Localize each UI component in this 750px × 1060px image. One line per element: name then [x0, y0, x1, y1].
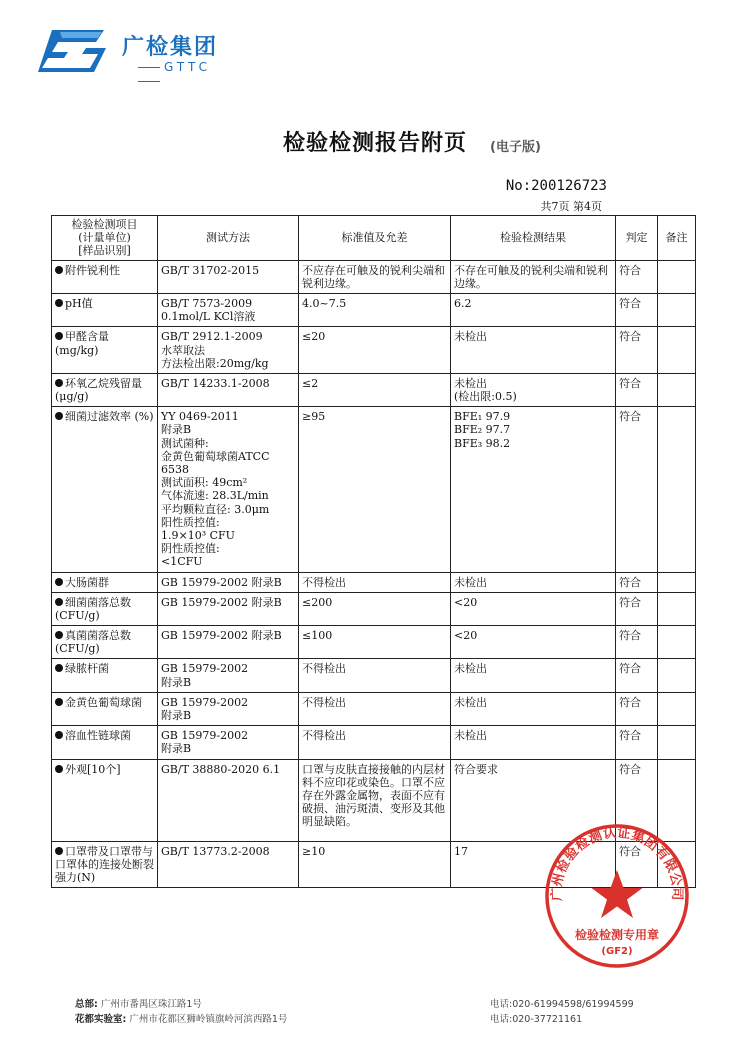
cell-text: 符合	[619, 595, 641, 609]
cell-result	[451, 626, 616, 659]
cell-text: GB 15979-2002 附录B	[161, 662, 249, 689]
cell-verdict	[616, 659, 658, 692]
cell-text: 符合	[619, 410, 641, 424]
column-header-result: 检验检测结果	[451, 216, 616, 261]
cell-text: 金黄色葡萄球菌	[65, 695, 142, 709]
cell-text: 不应存在可触及的锐利尖端和锐利边缘。	[302, 263, 445, 290]
gttc-logo-icon	[38, 28, 108, 74]
cell-text: 符合	[619, 762, 641, 776]
cell-verdict	[616, 572, 658, 592]
cell-text: GB/T 2912.1-2009 水萃取法 方法检出限:20mg/kg	[161, 330, 269, 370]
table-row	[52, 659, 696, 692]
cell-note	[658, 260, 696, 293]
bullet-icon	[55, 847, 63, 855]
cell-verdict	[616, 327, 658, 374]
bullet-icon	[55, 731, 63, 739]
logo-english-name: GTTC	[134, 60, 238, 88]
cell-method	[158, 592, 299, 625]
cell-method	[158, 407, 299, 572]
cell-text: 不得检出	[302, 575, 346, 589]
cell-text: GB 15979-2002 附录B	[161, 575, 282, 589]
cell-text: 大肠菌群	[65, 575, 109, 589]
cell-result	[451, 373, 616, 406]
table-row	[52, 327, 696, 374]
cell-standard	[299, 841, 451, 888]
cell-text: 不得检出	[302, 695, 346, 709]
bullet-icon	[55, 765, 63, 773]
cell-text: 未检出	[454, 575, 487, 589]
cell-text: 符合	[619, 376, 641, 390]
cell-note	[658, 572, 696, 592]
cell-text: GB/T 31702-2015	[161, 263, 260, 277]
cell-standard	[299, 626, 451, 659]
footer-lab-label: 花都实验室:	[75, 1014, 127, 1025]
cell-item	[52, 327, 158, 374]
table-row	[52, 373, 696, 406]
cell-result	[451, 260, 616, 293]
cell-note	[658, 373, 696, 406]
cell-result	[451, 572, 616, 592]
table-row	[52, 260, 696, 293]
table-row	[52, 407, 696, 572]
cell-text: 不存在可触及的锐利尖端和锐利边缘。	[454, 263, 608, 290]
cell-method	[158, 327, 299, 374]
cell-text: 未检出	[454, 330, 487, 344]
cell-verdict	[616, 626, 658, 659]
cell-method	[158, 659, 299, 692]
cell-text: 符合	[619, 662, 641, 676]
cell-result	[451, 293, 616, 326]
cell-text: GB 15979-2002 附录B	[161, 729, 249, 756]
cell-text: 17	[454, 844, 468, 858]
cell-standard	[299, 759, 451, 841]
page-title: 检验检测报告附页	[282, 131, 467, 156]
star-icon	[592, 870, 643, 918]
column-header-verdict: 判定	[616, 216, 658, 261]
cell-method	[158, 692, 299, 725]
results-table	[51, 215, 696, 888]
bullet-icon	[55, 664, 63, 672]
cell-text: GB/T 13773.2-2008	[161, 844, 270, 858]
cell-method	[158, 293, 299, 326]
cell-item	[52, 659, 158, 692]
cell-result	[451, 692, 616, 725]
cell-item	[52, 260, 158, 293]
cell-text: <20	[454, 595, 478, 609]
cell-text: 未检出	[454, 662, 487, 676]
cell-standard	[299, 726, 451, 759]
footer-lab-address: 广州市花都区狮岭镇旗岭河滨西路1号	[129, 1014, 288, 1025]
cell-standard	[299, 293, 451, 326]
cell-result	[451, 327, 616, 374]
footer-hq-label: 总部:	[75, 999, 98, 1010]
cell-note	[658, 293, 696, 326]
cell-text: 符合要求	[454, 762, 498, 776]
cell-text: 符合	[619, 695, 641, 709]
cell-verdict	[616, 407, 658, 572]
cell-text: 符合	[619, 575, 641, 589]
cell-standard	[299, 572, 451, 592]
cell-text: ≥10	[302, 844, 326, 858]
cell-text: 4.0~7.5	[302, 296, 347, 310]
official-seal	[543, 822, 691, 970]
cell-item	[52, 407, 158, 572]
bullet-icon	[55, 598, 63, 606]
cell-text: 绿脓杆菌	[65, 662, 109, 676]
cell-method	[158, 373, 299, 406]
bullet-icon	[55, 412, 63, 420]
cell-text: 不得检出	[302, 662, 346, 676]
cell-standard	[299, 260, 451, 293]
cell-method	[158, 726, 299, 759]
cell-text: GB 15979-2002 附录B	[161, 695, 249, 722]
cell-verdict	[616, 293, 658, 326]
cell-item	[52, 692, 158, 725]
cell-verdict	[616, 726, 658, 759]
cell-text: 符合	[619, 296, 641, 310]
cell-text: pH值	[65, 296, 93, 310]
cell-verdict	[616, 373, 658, 406]
table-row	[52, 293, 696, 326]
cell-text: 符合	[619, 729, 641, 743]
cell-text: ≤100	[302, 629, 333, 643]
cell-text: 不得检出	[302, 729, 346, 743]
cell-text: 外观[10个]	[65, 762, 121, 776]
footer-addresses	[75, 997, 287, 1027]
cell-note	[658, 592, 696, 625]
cell-standard	[299, 592, 451, 625]
cell-verdict	[616, 592, 658, 625]
cell-text: ≥95	[302, 410, 326, 424]
cell-text: 溶血性链球菌	[65, 729, 131, 743]
bullet-icon	[55, 379, 63, 387]
cell-item	[52, 759, 158, 841]
cell-text: 符合	[619, 844, 641, 858]
cell-standard	[299, 659, 451, 692]
table-row	[52, 572, 696, 592]
cell-text: 细菌过滤效率 (%)	[65, 410, 154, 424]
cell-text: YY 0469-2011 附录B 测试菌种: 金黄色葡萄球菌ATCC 6538 测试面积: 49cm² 气体流速: 28.3L/min 平均颗粒直径: 3.0μm 阳性质控值: 1.9×10³ CFU 阴性质控值: <1CFU	[161, 410, 270, 569]
cell-text: 未检出	[454, 695, 487, 709]
cell-note	[658, 726, 696, 759]
cell-method	[158, 759, 299, 841]
cell-text: BFE₁ 97.9 BFE₂ 97.7 BFE₃ 98.2	[454, 410, 511, 450]
bullet-icon	[55, 266, 63, 274]
cell-method	[158, 626, 299, 659]
cell-standard	[299, 692, 451, 725]
cell-text: 细菌菌落总数 (CFU/g)	[55, 595, 131, 622]
bullet-icon	[55, 578, 63, 586]
column-header-item: 检验检测项目 (计量单位) [样品识别]	[52, 216, 158, 261]
cell-result	[451, 726, 616, 759]
seal-ring-text: 广州检验检测认证集团有限公司	[549, 825, 685, 902]
cell-note	[658, 692, 696, 725]
cell-verdict	[616, 692, 658, 725]
bullet-icon	[55, 698, 63, 706]
cell-text: 符合	[619, 263, 641, 277]
cell-text: 附件锐利性	[65, 263, 120, 277]
table-header-row	[52, 216, 696, 261]
cell-method	[158, 572, 299, 592]
bullet-icon	[55, 631, 63, 639]
seal-code: (GF2)	[601, 946, 633, 957]
cell-item	[52, 373, 158, 406]
cell-item	[52, 293, 158, 326]
column-header-note: 备注	[658, 216, 696, 261]
cell-result	[451, 407, 616, 572]
footer-hq-address: 广州市番禺区珠江路1号	[100, 999, 202, 1010]
company-logo	[38, 22, 238, 82]
cell-text: ≤2	[302, 376, 319, 390]
cell-text: GB/T 14233.1-2008	[161, 376, 270, 390]
cell-standard	[299, 407, 451, 572]
report-number: No:200126723	[505, 178, 607, 194]
cell-text: 未检出 (检出限:0.5)	[454, 376, 517, 404]
cell-text: <20	[454, 629, 478, 643]
cell-standard	[299, 373, 451, 406]
cell-verdict	[616, 260, 658, 293]
cell-note	[658, 659, 696, 692]
page-info: 共7页 第4页	[540, 200, 602, 213]
cell-item	[52, 841, 158, 888]
table-row	[52, 726, 696, 759]
cell-text: 口罩与皮肤直接接触的内层材料不应印花或染色。口罩不应存在外露金属物，表面不应有破损、油污斑渍、变形及其他明显缺陷。	[302, 762, 445, 829]
bullet-icon	[55, 299, 63, 307]
cell-item	[52, 592, 158, 625]
column-header-method: 测试方法	[158, 216, 299, 261]
column-header-standard: 标准值及允差	[299, 216, 451, 261]
cell-text: 口罩带及口罩带与口罩体的连接处断裂强力(N)	[55, 844, 154, 884]
cell-note	[658, 626, 696, 659]
footer-hq-phone: 电话:020-61994598/61994599	[490, 999, 634, 1010]
table-row	[52, 626, 696, 659]
cell-text: GB 15979-2002 附录B	[161, 595, 282, 609]
cell-method	[158, 841, 299, 888]
seal-center-text: 检验检测专用章	[574, 928, 660, 942]
cell-text: 环氧乙烷残留量 (μg/g)	[55, 376, 142, 404]
cell-result	[451, 592, 616, 625]
title-subtitle: (电子版)	[490, 140, 541, 155]
cell-text: 未检出	[454, 729, 487, 743]
table-row	[52, 592, 696, 625]
cell-text: GB 15979-2002 附录B	[161, 629, 282, 643]
cell-note	[658, 327, 696, 374]
logo-chinese-name: 广检集团	[122, 35, 219, 60]
cell-text: 真菌菌落总数 (CFU/g)	[55, 629, 131, 656]
cell-note	[658, 407, 696, 572]
footer-lab-phone: 电话:020-37721161	[490, 1014, 583, 1025]
table-row	[52, 692, 696, 725]
cell-result	[451, 659, 616, 692]
cell-item	[52, 572, 158, 592]
cell-item	[52, 626, 158, 659]
cell-text: 符合	[619, 330, 641, 344]
cell-text: 6.2	[454, 296, 472, 310]
cell-method	[158, 260, 299, 293]
cell-text: GB/T 7573-2009 0.1mol/L KCl溶液	[161, 296, 256, 324]
cell-standard	[299, 327, 451, 374]
cell-text: ≤20	[302, 330, 326, 344]
footer-phones	[490, 997, 634, 1027]
cell-item	[52, 726, 158, 759]
cell-text: 甲醛含量 (mg/kg)	[55, 330, 109, 357]
cell-text: 符合	[619, 629, 641, 643]
bullet-icon	[55, 332, 63, 340]
cell-text: GB/T 38880-2020 6.1	[161, 762, 281, 776]
cell-text: ≤200	[302, 595, 333, 609]
